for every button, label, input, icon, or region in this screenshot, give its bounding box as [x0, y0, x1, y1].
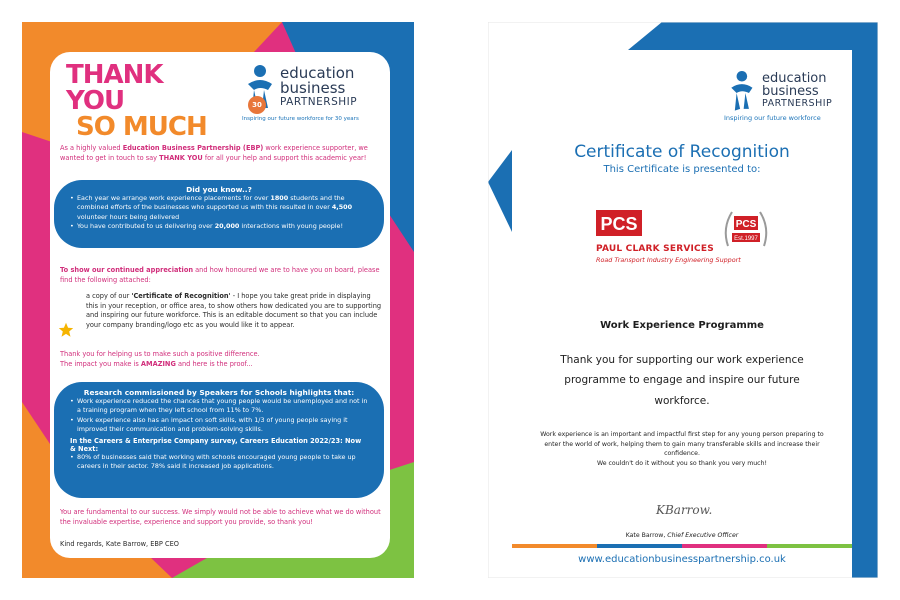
fact-text: students and the combined efforts of the businesses who supported us with this resulted in over — [77, 194, 345, 212]
stripe-pink — [682, 544, 767, 548]
fact-number: 1800 — [270, 194, 289, 202]
stripe-blue — [597, 544, 682, 548]
ebp-logo-word1: education — [280, 64, 355, 82]
signer-role: Chief Executive Officer — [667, 532, 739, 539]
stripe-orange — [512, 544, 597, 548]
company-name: PAUL CLARK SERVICES — [596, 244, 714, 254]
impact-text: The impact you make is — [60, 359, 141, 368]
intro-paragraph — [60, 144, 382, 163]
certificate — [488, 22, 878, 578]
cert-logo-word2: business — [762, 84, 819, 99]
flyer-card — [50, 52, 390, 558]
list-item — [70, 194, 368, 222]
list-item: • Work experience also has an impact on soft skills, with 1/3 of young people saying it improved their communication and problem-solving skills. — [70, 416, 368, 435]
impact-text-2: and here is the proof... — [175, 359, 253, 368]
did-you-know-heading: Did you know..? — [186, 185, 252, 194]
cert-logo-tagline: Inspiring our future workforce — [724, 114, 821, 122]
intro-text: As a highly valued — [60, 144, 123, 152]
thirty-years-badge: 30 — [248, 96, 266, 114]
ebp-logo-word2: business — [280, 79, 346, 97]
cert-logo-word3: PARTNERSHIP — [762, 98, 833, 109]
impact-paragraph — [60, 350, 382, 369]
list-item: • 80% of businesses said that working with schools encouraged young people to take up careers in their sector. 78% said it increased job applications. — [70, 453, 368, 472]
did-you-know-box — [54, 180, 384, 248]
fact-text: You have contributed to us delivering over — [77, 221, 215, 230]
star-icon — [58, 322, 74, 338]
intro-thank-you: THANK YOU — [159, 153, 203, 162]
pcs-mark — [596, 210, 642, 236]
intro-text-3: for all your help and support this academic year! — [202, 153, 367, 162]
certificate-subtitle: This Certificate is presented to: — [603, 164, 761, 175]
list-item: • Work experience reduced the chances that young people would be unemployed and not in a training program when they left school from 11% to 7%. — [70, 397, 368, 416]
survey-list — [70, 453, 368, 472]
fact-number: 4,500 — [331, 203, 353, 212]
attached-certificate-name: 'Certificate of Recognition' — [131, 292, 231, 300]
thank-you-line1 — [66, 62, 216, 114]
website-link[interactable]: www.educationbusinesspartnership.co.uk — [578, 554, 786, 565]
certificate-title: Certificate of Recognition — [574, 142, 790, 162]
seal-text: PCS — [735, 219, 757, 230]
survey-heading: In the Careers & Enterprise Company survey, Careers Education 2022/23: Now & Next: — [70, 437, 362, 454]
fact-text: volunteer hours being delivered — [77, 212, 180, 221]
pcs-mark-text: PCS — [600, 214, 638, 234]
did-you-know-list — [70, 194, 368, 231]
fact-number: 20,000 — [214, 221, 240, 230]
ty-letters-2: SO MUCH — [76, 112, 207, 142]
ebp-logo — [242, 62, 382, 124]
thank-you-logo — [66, 62, 216, 140]
thank-you-line2 — [66, 114, 216, 140]
seal-year: Est.1997 — [734, 236, 758, 242]
attached-text: a copy of our — [86, 292, 132, 300]
pcs-seal-icon — [720, 206, 772, 252]
signer-name: Kate Barrow, — [625, 532, 668, 539]
signoff: Kind regards, Kate Barrow, EBP CEO — [60, 540, 179, 548]
certificate-body-line2: We couldn't do it without you so thank you very much! — [597, 459, 767, 467]
signature — [652, 498, 722, 520]
certificate-body-line1: Work experience is an important and impactful first step for any young person preparing to enter the world of work, helping them to gain many transferable skills and increase their confidence. — [540, 431, 824, 458]
appreciation-text: and how honoured we are to have you on board, please find the following attached: — [60, 266, 380, 284]
fact-text: Each year we arrange work experience placements for over — [77, 194, 271, 202]
attached-item — [86, 292, 382, 330]
ebp-logo-tagline: Inspiring our future workforce for 30 years — [242, 116, 359, 122]
signature-text: KBarrow. — [656, 503, 713, 517]
thank-you-flyer — [22, 22, 414, 578]
list-item — [70, 222, 368, 231]
ebp-logo-word3: PARTNERSHIP — [280, 96, 358, 108]
certificate-thanks: Thank you for supporting our work experience programme to engage and inspire our future workforce. — [560, 354, 804, 407]
cert-logo-word1: education — [762, 71, 827, 86]
color-stripe — [512, 544, 852, 548]
closing-paragraph: You are fundamental to our success. We simply would not be able to achieve what we do without the invaluable expertise, experience and support you provide, so thank you! — [60, 508, 381, 526]
fact-text: interactions with young people! — [239, 221, 344, 230]
appreciation-bold: To show our continued appreciation — [60, 266, 194, 274]
research-heading: Research commissioned by Speakers for Schools highlights that: — [83, 388, 355, 397]
ebp-figure-icon — [726, 70, 756, 116]
certificate-body — [534, 430, 830, 468]
certificate-paper — [512, 50, 852, 565]
company-tagline: Road Transport Industry Engineering Support — [596, 256, 741, 264]
appreciation-paragraph — [60, 266, 382, 285]
attached-text-2: - I hope you take great pride in displaying this in your reception, or office area, to show others how dedicated you are to supporting and inspiring our future workforce. This is an editable document so that you can include your company branding/logo etc as you would like it to appear. — [86, 292, 382, 329]
research-list — [70, 397, 368, 434]
programme-title: Work Experience Programme — [600, 320, 764, 331]
cert-ebp-logo — [726, 68, 846, 128]
intro-ebp: Education Business Partnership (EBP) — [122, 144, 264, 152]
intro-text-2: work experience supporter, we wanted to get in touch to say — [60, 144, 368, 162]
ty-letters: THANK YOU — [66, 60, 163, 116]
impact-line2 — [60, 360, 382, 370]
stripe-green — [767, 544, 852, 548]
company-logo — [596, 210, 776, 280]
impact-amazing: AMAZING — [140, 359, 176, 368]
signer — [512, 532, 852, 539]
impact-line1: Thank you for helping us to make such a positive difference. — [60, 350, 260, 358]
research-box — [54, 382, 384, 498]
